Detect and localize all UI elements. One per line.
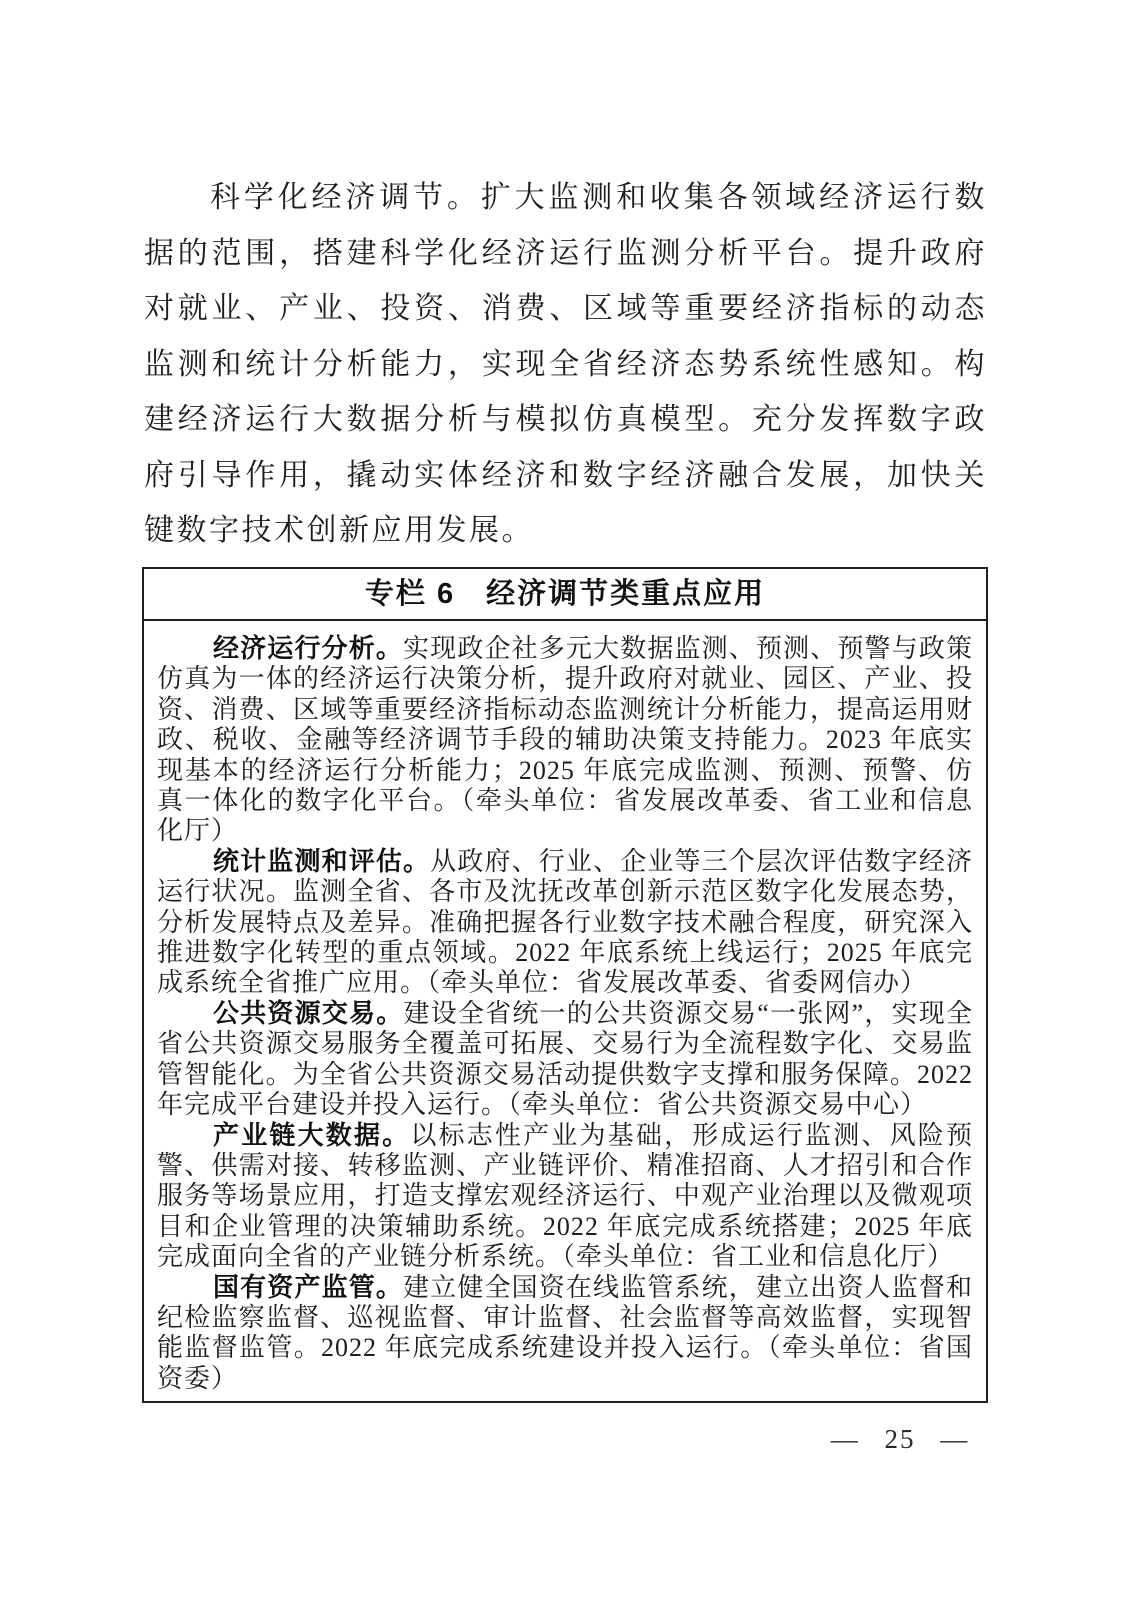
box-item-statistical-monitoring <box>157 847 973 999</box>
box-item-state-asset-supervision <box>157 1273 973 1395</box>
box-item-lead: 统计监测和评估。 <box>213 846 431 876</box>
box-item-body: 建立健全国资在线监管系统，建立出资人监督和纪检监察监督、巡视监督、审计监督、社会监督等高效监督，实现智能监督监管。2022 年底完成系统建设并投入运行。（牵头单位：省国资委） <box>157 1272 973 1393</box>
box-item-body: 建设全省统一的公共资源交易“一张网”，实现全省公共资源交易服务全覆盖可拓展、交易行为全流程数字化、交易监管智能化。为全省公共资源交易活动提供数字支撑和服务保障。2022 年完成平台建设并投入运行。（牵头单位：省公共资源交易中心） <box>157 998 973 1120</box>
box-item-industry-chain-bigdata <box>157 1121 973 1273</box>
box-item-lead: 产业链大数据。 <box>213 1120 411 1150</box>
feature-box-title: 专栏 6 经济调节类重点应用 <box>144 569 986 621</box>
box-item-lead: 经济运行分析。 <box>213 634 404 663</box>
feature-box-body <box>144 621 986 1394</box>
box-item-lead: 公共资源交易。 <box>213 998 404 1028</box>
intro-paragraph: 科学化经济调节。扩大监测和收集各领域经济运行数据的范围，搭建科学化经济运行监测分析平台。提升政府对就业、产业、投资、消费、区域等重要经济指标的动态监测和统计分析能力，实现全省经济态势系统性感知。构建经济运行大数据分析与模拟仿真模型。充分发挥数字政府引导作用，撬动实体经济和数字经济融合发展，加快关键数字技术创新应用发展。 <box>144 181 987 547</box>
feature-box <box>142 567 988 1403</box>
box-item-body: 以标志性产业为基础，形成运行监测、风险预警、供需对接、转移监测、产业链评价、精准招商、人才招引和合作服务等场景应用，打造支撑宏观经济运行、中观产业治理以及微观项目和企业管理的决策辅助系统。2022 年底完成系统搭建；2025 年底完成面向全省的产业链分析系统。（牵头单位：省工业和信息化厅） <box>157 1120 973 1272</box>
box-item-economic-operation-analysis <box>157 634 973 847</box>
box-item-body: 实现政企社多元大数据监测、预测、预警与政策仿真为一体的经济运行决策分析，提升政府对就业、园区、产业、投资、消费、区域等重要经济指标动态监测统计分析能力，提高运用财政、税收、金融等经济调节手段的辅助决策支持能力。2023 年底实现基本的经济运行分析能力；2025 年底完成监测、预测、预警、仿真一体化的数字化平台。（牵头单位：省发展改革委、省工业和信息化厅） <box>157 634 973 846</box>
box-item-public-resource-trading <box>157 999 973 1121</box>
box-item-lead: 国有资产监管。 <box>213 1272 404 1302</box>
box-item-body: 从政府、行业、企业等三个层次评估数字经济运行状况。监测全省、各市及沈抚改革创新示范区数字化发展态势，分析发展特点及差异。准确把握各行业数字技术融合程度，研究深入推进数字化转型的重点领域。2022 年底系统上线运行；2025 年底完成系统全省推广应用。（牵头单位：省发展改革委、省委网信办） <box>157 846 973 998</box>
page-number: — 25 — <box>830 1424 970 1454</box>
